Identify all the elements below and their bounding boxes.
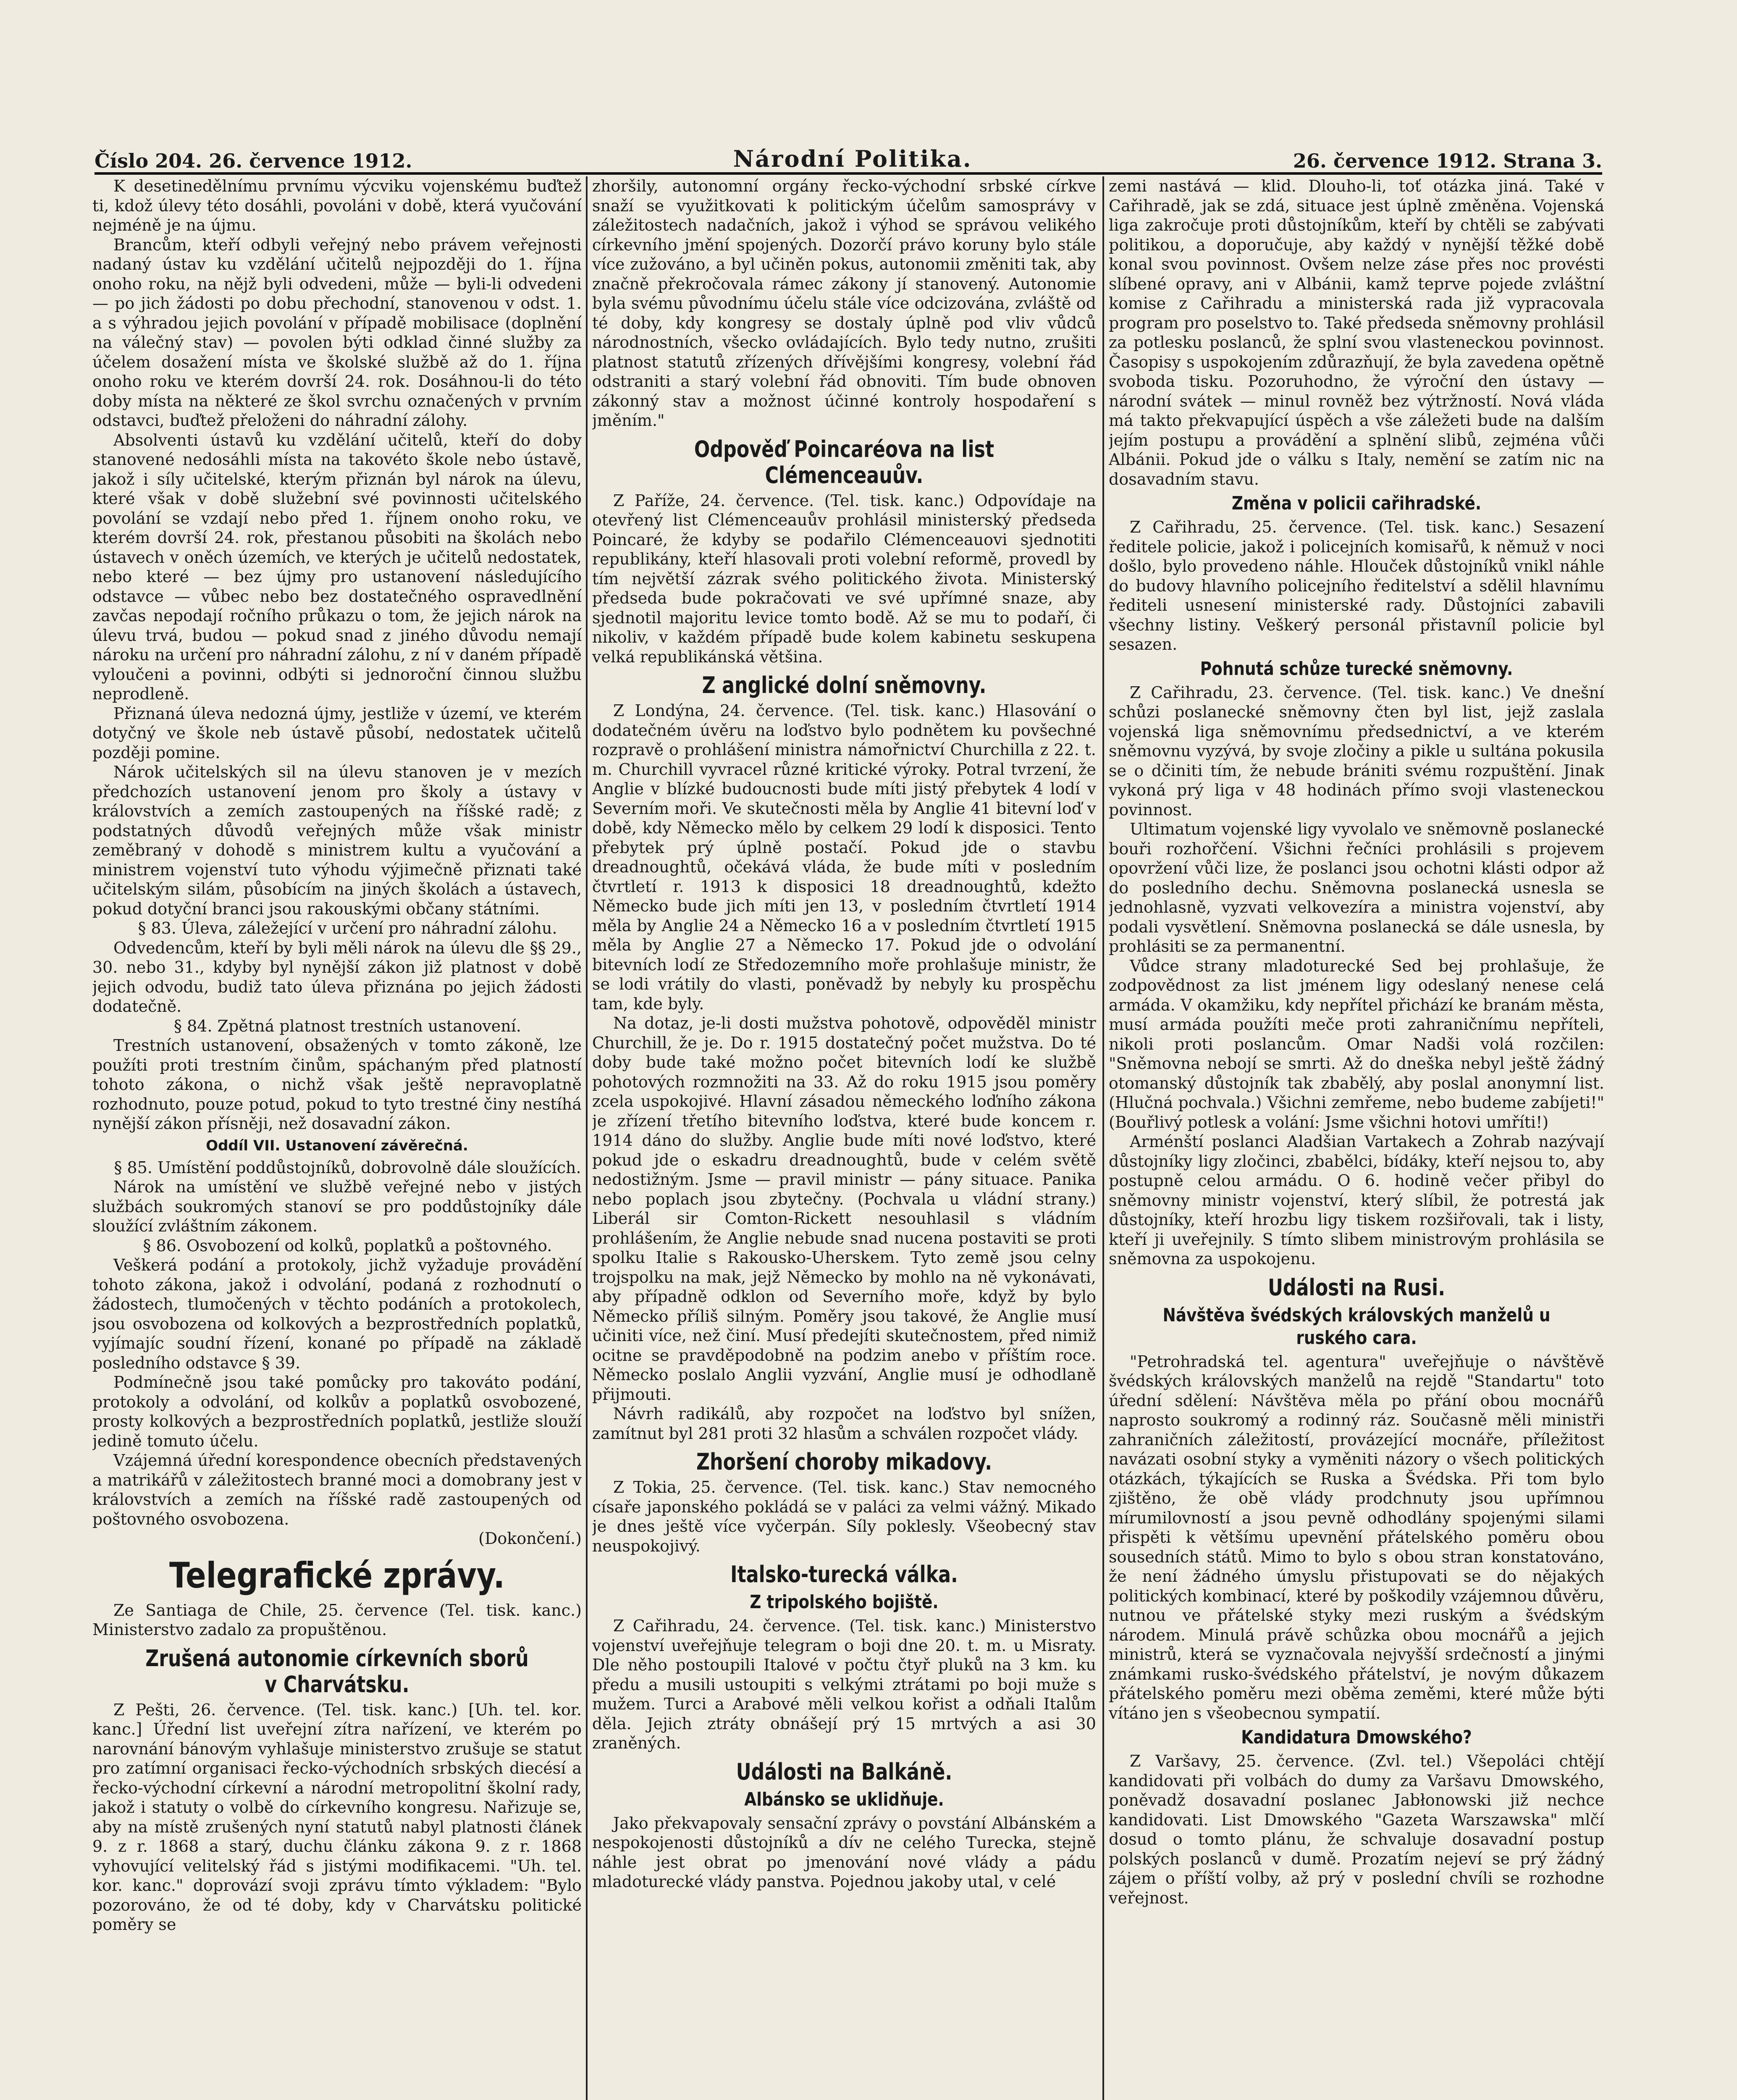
headline-italsko-turecka: Italsko-turecká válka. — [730, 1561, 958, 1588]
headline-anglicka-snemovna: Z anglické dolní sněmovny. — [702, 672, 987, 698]
paragraph: Trestních ustanovení, obsažených v tomto zákoně, lze použíti proti trestním činům, spáchaným před platností tohoto zákona, o nichž však ještě nepravoplatně rozhodnuto, pouze potud, pokud to tyto trestné činy nestíhá nynější zákon přísněji, než dosavadní zákon. — [92, 1036, 582, 1133]
paragraph: Jako překvapovaly sensační zprávy o povstání Albánském a nespokojenosti důstojníků a dív ne celého Turecka, stejně náhle jest obrat po jmenování nové vlády a pádu mladoturecké vlády panstva. Pojednou jakoby utal, v celé — [592, 1814, 1096, 1891]
paragraph: Ze Santiaga de Chile, 25. července (Tel. tisk. kanc.) Ministerstvo zadalo za propuštěnou. — [92, 1601, 582, 1639]
paragraph: Podmínečně jsou také pomůcky pro takováto podání, protokoly a odvolání, od kolkův a poplatků osvobozené, prosty kolkových a bezprostředních poplatků, jestliže slouží jedině tomuto účelu. — [92, 1373, 582, 1450]
paragraph: Vzájemná úřední korespondence obecních představených a matrikářů v záležitostech branné moci a domobrany jest v královstvích a zemích na říšské radě zastoupených od poštovného osvobozena. — [92, 1451, 582, 1528]
paragraph: Z Tokia, 25. července. (Tel. tisk. kanc.) Stav nemocného císaře japonského pokládá se v paláci za velmi vážný. Mikado je dnes ještě více vyčerpán. Síly poklesly. Všeobecný stav neuspokojivý. — [592, 1478, 1096, 1555]
section-heading: § 86. Osvobození od kolků, poplatků a poštovného. — [143, 1236, 552, 1255]
subheadline-albansko: Albánsko se uklidňuje. — [744, 1788, 944, 1810]
paragraph: zemi nastává — klid. Dlouho-li, toť otázka jiná. Také v Cařihradě, jak se zdá, situace jest úplně změněna. Vojenská liga zakročuje proti důstojníkům, kteří by chtěli se zabývati politikou, a doporučuje, aby každý v nynější těžké době konal svou povinnost. Ovšem nelze záse přes noc provésti slíbené opravy, ani v Albánii, kamž teprve pojede zvláštní komise z Cařihradu a ministerská rada již vypracovala program pro poselstvo to. Také předseda sněmovny prohlásil za potlesku poslanců, že splní svou vlasteneckou povinnost. Časopisy s uspokojením zdůrazňují, že byla zavedena opětně svoboda tisku. Pozoruhodno, že výroční den ústavy — národní svátek — minul rovněž bez výtržností. Nová vláda má takto překvapující úspěch a vše záležeti bude na dalším jejím postupu a provádění a splnění slibů, zejména vůči Albánii. Pokud jde o válku s Italy, nemění se zatím nic na dosavadním stavu. — [1109, 177, 1604, 488]
paragraph: Z Cařihradu, 25. července. (Tel. tisk. kanc.) Sesazení ředitele policie, jakož i policejních komisařů, k němuž v noci došlo, bylo provedeno náhle. Hlouček důstojníků vnikl náhle do budovy hlavního policejního ředitelství a sdělil hlavnímu řediteli usnesení ministerské rady. Důstojníci zabavili všechny listiny. Veškerý personál přistavníl policie byl sesazen. — [1109, 518, 1604, 654]
section-heading: § 85. Umístění poddůstojníků, dobrovolně dále sloužících. — [114, 1158, 581, 1177]
paragraph: zhoršily, autonomní orgány řecko-východní srbské církve snaží se využitkovati k politickým účelům samosprávy v záležitostech nadačních, jakož i výhod se správou velikého církevního jmění spojených. Dozorčí právo koruny bylo stále více zužováno, a byl učiněn pokus, autonomii změniti tak, aby značně překročovala rámec zákony jí stanovený. Autonomie byla svému původnímu účelu stále více odcizována, zvláště od té doby, kdy kongresy se dostaly úplně pod vliv vůdců národnostních, všecko ovládajících. Bylo tedy nutno, zrušiti platnost statutů zřízených dřívějšími kongresy, volební řád odstraniti a starý volební řád obnoviti. Tím bude obnoven zákonný stav a možnost účinné kontroly hospodaření s jměním." — [592, 177, 1096, 430]
paragraph: Z Paříže, 24. července. (Tel. tisk. kanc.) Odpovídaje na otevřený list Clémenceauův prohlásil ministerský předseda Poincaré, že kdyby se podařilo Clémenceauovi sjednotiti republikány, kteří hlasovali proti volební reformě, provedl by tím největší zázrak svého politického života. Ministerský předseda bude pokračovati ve své upřímné snaze, aby sjednotil majoritu levice tomto bodě. Až se mu to podaří, či nikoliv, v každém případě bude kolem kabinetu seskupena velká republikánská většina. — [592, 491, 1096, 666]
headline-zmena-policie: Změna v policii cařihradské. — [1231, 493, 1482, 514]
paragraph: Z Cařihradu, 24. července. (Tel. tisk. kanc.) Ministerstvo vojenství uveřejňuje telegram o boji dne 20. t. m. u Misraty. Dle něho postoupili Italové v počtu čtyř pluků na 3 km. ku předu a musili ustoupiti s velkými ztrátami po boji muže s mužem. Turci a Arabové měli velkou kořist a odňali Italům děla. Jejich ztráty obnášejí prý 15 mrtvých a asi 30 zraněných. — [592, 1617, 1096, 1752]
paragraph: Z Pešti, 26. července. (Tel. tisk. kanc.) [Uh. tel. kor. kanc.] Úřední list uveřejní zítra nařízení, ve kterém po narovnání bánovým vyhlašuje ministerstvo zrušuje se statut pro zatímní organisaci řecko-východních srbských diecésí a řecko-východní církevní a národní metropolitní školní rady, jakož i statuty o volbě do církevního kongresu. Nařizuje se, aby na místě zrušených nyní statutů nabyl platnosti článek 9. z r. 1868 a starý, duchu článku zákona 9. z r. 1868 vyhovující velitelský řád s jistými modifikacemi. "Uh. tel. kor. kanc." doprovází svoji zprávu tímto výkladem: "Bylo pozorováno, že od té doby, kdy v Charvátsku politické poměry se — [92, 1700, 582, 1934]
part-heading: Oddíl VII. Ustanovení závěrečná. — [206, 1137, 468, 1154]
headline-autonomie: Zrušená autonomie církevních sborů v Charvátsku. — [145, 1645, 529, 1698]
paragraph: Veškerá podání a protokoly, jichž vyžaduje provádění tohoto zákona, jakož i odvolání, podaná z rozhodnutí o žádostech, tlumočených v těchto podáních a protokolech, jsou osvobozena od kolkových a bezprostředních poplatků, vyjímajíc soudní řízení, konané po případě na základě posledního odstavce § 39. — [92, 1256, 582, 1372]
headline-schuze-snemovny: Pohnutá schůze turecké sněmovny. — [1200, 658, 1513, 680]
paragraph: Odvedencům, kteří by byli měli nárok na úlevu dle §§ 29., 30. nebo 31., kdyby byl nynější zákon již platnost v době jejich odvodu, budiž tato úleva přiznána po jejich žádosti dodatečně. — [92, 938, 582, 1016]
paragraph: Brancům, kteří odbyli veřejný nebo právem veřejnosti nadaný ústav ku vzdělání učitelů nejpozději do 1. října onoho roku, na nějž byli odvedeni, může — byli-li odvedeni — po jich žádosti po dobu přechodní, stanovenou v odst. 1. a s výhradou jejich povolání v případě mobilisace (doplnění na válečný stav) — povolen býti odklad činné služby za účelem dosažení místa ve školské službě až do 1. října onoho roku ve kterém dovrší 24. rok. Dosáhnou-li do této doby místa na některé ze škol svrchu označených v prvním odstavci, buďtež přeloženi do náhradní zálohy. — [92, 235, 582, 430]
paragraph: Návrh radikálů, aby rozpočet na loďstvo byl snížen, zamítnut byl 281 proti 32 hlasům a schválen rozpočet vlády. — [592, 1404, 1096, 1443]
headline-poincare: Odpověď Poincaréova na list Clémenceauův. — [694, 436, 994, 488]
paragraph: Vůdce strany mladoturecké Sed bej prohlašuje, že zodpovědnost za list jménem ligy odeslaný nenese celá armáda. V okamžiku, kdy nepřítel přichází ke branám města, musí armáda použíti meče proti zahraničnímu nepříteli, nikoli proti poslancům. Omar Nadši volá rozčilen: "Sněmovna nebojí se smrti. Až do dneška nebyl ještě žádný otomanský důstojník tak zbabělý, aby poslal anonymní list. (Hlučná pochvala.) Všichni zemřeme, nebo budeme zabíjeti!" (Bouřlivý potlesk a volání: Jsme všichni hotovi umříti!) — [1109, 956, 1604, 1131]
column-rule — [1102, 176, 1104, 2100]
headline-balkan: Události na Balkáně. — [736, 1758, 952, 1785]
continued-note: (Dokončení.) — [478, 1529, 582, 1548]
paragraph: Z Varšavy, 25. července. (Zvl. tel.) Všepoláci chtějí kandidovati při volbách do dumy za Varšavu Dmowského, poněvadž dosavadní poslanec Jabłonowski již nechce kandidovati. List Dmowského "Gazeta Warszawska" mlčí dosud o tomto plánu, že schvaluje dosavadní postup polských poslanců v dumě. Prozatím nejeví se prý žádný zájem o příští volby, až prý v poslední chvíli se rozhodne veřejnost. — [1109, 1752, 1604, 1907]
headline-mikado: Zhoršení choroby mikadovy. — [696, 1449, 992, 1475]
column-1 — [92, 176, 582, 2100]
subheadline-tripolsko: Z tripolského bojiště. — [750, 1591, 939, 1613]
paragraph: Ultimatum vojenské ligy vyvolalo ve sněmovně poslanecké bouři rozhořčení. Všichni řečníci prohlásili s projevem opovržení vůči lize, že poslanci jsou ochotni klásti odpor až do posledního dechu. Sněmovna poslanecká usnesla se jednohlasně, vyzvati velkovezíra a ministra vojenství, aby podali vysvětlení. Sněmovna poslanecká se dále usnesla, by prohlásiti se za permanentní. — [1109, 820, 1604, 956]
header-issue: Číslo 204. 26. července 1912. — [94, 150, 412, 172]
paragraph: Nárok na umístění ve službě veřejné nebo v jistých službách soukromých stanoví se pro poddůstojníky dále sloužící zvláštním zákonem. — [92, 1178, 582, 1235]
paragraph: Přiznaná úleva nedozná újmy, jestliže v území, ve kterém dotyčný ve škole neb ústavě působí, nedostatek učitelů později pomine. — [92, 704, 582, 762]
column-2 — [592, 176, 1096, 2100]
column-3 — [1109, 176, 1604, 2100]
paragraph: Arménští poslanci Aladšian Vartakech a Zohrab nazývají důstojníky ligy zločinci, zbabělci, bídáky, kteří nejsou to, aby postupně celou armádu. O 6. hodině večer přibyl do sněmovny ministr vojenství, který slíbil, že potrestá jak důstojníky, kteří hrozbu ligy tiskem rozšiřovali, tak i listy, kteří ji uveřejnily. S tímto slibem ministrovým prohlásila se sněmovna za uspokojenu. — [1109, 1132, 1604, 1268]
paragraph: Absolventi ústavů ku vzdělání učitelů, kteří do doby stanovené nedosáhli místa na takovéto škole nebo ústavě, jakož i síly učitelské, kterým přiznán byl nárok na úlevu, které však v době služební své povinnosti učitelského povolání se vzdají nebo před 1. říjnem onoho roku, ve kterém dovrší 24. rok, přestanou působiti na školách nebo ústavech v oněch územích, ve kterých je učitelů nedostatek, nebo které — bez újmy pro ustanovení následujícího odstavce — vůbec nebo bez dostatečného ospravedlnění zavčas nepodají ročního průkazu o tom, že jejich nárok na úlevu trvá, budou — pokud snad z jiného důvodu nemají nároku na určení pro náhradní zálohu, z ní v daném případě vyloučeni a povinni, odbýti si jednoroční činnou službu neprodleně. — [92, 430, 582, 703]
headline-dmowski: Kandidatura Dmowského? — [1241, 1727, 1472, 1748]
paragraph: Na dotaz, je-li dosti mužstva pohotově, odpověděl ministr Churchill, že je. Do r. 1915 dostatečný počet mužstva. Do té doby bude také možno počet bitevních lodí ke službě pohotových rozmnožiti na 33. Až do roku 1915 jsou poměry zcela uspokojivé. Hlavní zásadou německého loďního zákona je zřízení třetího bitevního loďstva, které bude koncem r. 1914 dáno do služby. Anglie bude míti nové loďstvo, které pokud jde o eskadru dreadnoughtů, bude v celém světě nedostižným. Jsme — pravil ministr — pány situace. Panika nebo poplach jsou zbytečny. (Pochvala u vládní strany.) Liberál sir Comton-Rickett nesouhlasil s vládním prohlášením, že Anglie nebude snad nucena postaviti se proti spolku Italie s Rakousko-Uherskem. Tyto země jsou celny trojspolku na mak, jejž Německo by mohlo na ně vykonávati, aby případně odklon od Severního moře, když by bylo Německo příliš silným. Poměry jsou takové, že Anglie musí učiniti více, než činí. Musí předejíti skutečnostem, před nimiž ocitne se pravděpodobně na podzim anebo v příštím roce. Německo poslalo Anglii vyzvání, Anglie musí je odhodlaně přijmouti. — [592, 1014, 1096, 1404]
paragraph: "Petrohradská tel. agentura" uveřejňuje o návštěvě švédských královských manželů na rejdě "Standartu" toto úřední sdělení: Návštěva měla po přání obou mocnářů naprosto soukromý a rodinný ráz. Současně měli ministři zahraničních záležitostí, provázející mocnáře, příležitost navázati osobní styky a vyměniti názory o všech politických otázkách, týkajících se Ruska a Švédska. Při tom bylo zjištěno, že obě vlády prodchnuty jsou upřímnou mírumilovností a jsou pevně odhodlány spojenými silami přispěti k většímu upevnění přátelského poměru obou sousedních států. Mimo to bylo s obou stran konstatováno, že není žádného úmyslu přistupovati se do nějakých politických kombinací, které by poškodily vzájemnou důvěru, nutnou ve přátelské styky mezi ruským a švédským národem. Minulá právě schůzka obou mocnářů a jejich ministrů, která se vyznačovala nejvyšší srdečností a jinými známkami rusko-švédského přátelství, je novým důkazem přátelského poměru mezi oběma zeměmi, které může býti vítáno jen s všeobecnou sympatií. — [1109, 1352, 1604, 1722]
paragraph: Nárok učitelských sil na úlevu stanoven je v mezích předchozích ustanovení jenom pro školy a ústavy v královstvích a zemích zastoupených na říšské radě; z podstatných důvodů veřejných může však ministr zeměbraný v dohodě s ministrem kultu a vyučování a ministrem vojenství tuto výhodu výjimečně přiznati také učitelským silám, působícím na jiných školách a ústavech, pokud dotyční branci jsou rakouskými občany státními. — [92, 763, 582, 918]
header-paper-name: Národní Politika. — [733, 145, 972, 172]
headline-udalosti-rusi: Události na Rusi. — [1267, 1274, 1446, 1301]
paragraph: Z Londýna, 24. července. (Tel. tisk. kanc.) Hlasování o dodatečném úvěru na loďstvo bylo podnětem ku povšechné rozpravě o prohlášení ministra námořnictví Churchilla z 22. t. m. Churchill vyvracel různé kritické výroky. Potral tvrzení, že Anglie v blízké budoucnosti bude míti jistý přebytek 4 lodí v Severním moři. Ve skutečnosti měla by Anglie 41 bitevní loď v době, kdy Německo mělo by celkem 29 lodí k disposici. Tento přebytek prý úplně postačí. Pokud jde o stavbu dreadnoughtů, očekává vláda, že bude míti v posledním čtvrtletí r. 1913 k disposici 18 dreadnoughtů, kdežto Německo bude jich míti jen 13, v posledním čtvrtletí 1914 měla by Anglie 24 a Německo 16 a v posledním čtvrtletí 1915 měla by Anglie 27 a Německo 17. Pokud jde o odvolání bitevních lodí ze Středozemního moře prohlašuje ministr, že se lodi vrátily do vlasti, poněvadž by nebyly ku prospěchu tam, kde byly. — [592, 701, 1096, 1013]
section-heading: § 83. Úleva, záležející v určení pro náhradní zálohu. — [138, 919, 557, 937]
masthead — [94, 134, 1602, 175]
headline-telegrafické-zprávy: Telegrafické zprávy. — [169, 1554, 505, 1596]
paragraph: K desetinedělnímu prvnímu výcviku vojenskému buďtež ti, kdož úlevy této dosáhli, povoláni v době, která vyučování nejméně je na újmu. — [92, 177, 582, 234]
column-rule — [586, 176, 588, 2100]
header-date-page: 26. července 1912. Strana 3. — [1293, 150, 1602, 172]
subheadline-navsteva: Návštěva švédských královských manželů u ruského cara. — [1162, 1304, 1551, 1349]
section-heading: § 84. Zpětná platnost trestních ustanovení. — [174, 1016, 521, 1035]
paragraph: Z Cařihradu, 23. července. (Tel. tisk. kanc.) Ve dnešní schůzi poslanecké sněmovny čten byl list, jejž zaslala vojenská liga sněmovnímu předsednictví, a ve kterém sněmovnu vyzývá, by svoje zločiny a pikle u sultána pokusila se o dčiniti tím, že nebude brániti svému rozpuštění. Jinak vykoná prý liga v 48 hodinách přímo svoji vlasteneckou povinnost. — [1109, 683, 1604, 819]
